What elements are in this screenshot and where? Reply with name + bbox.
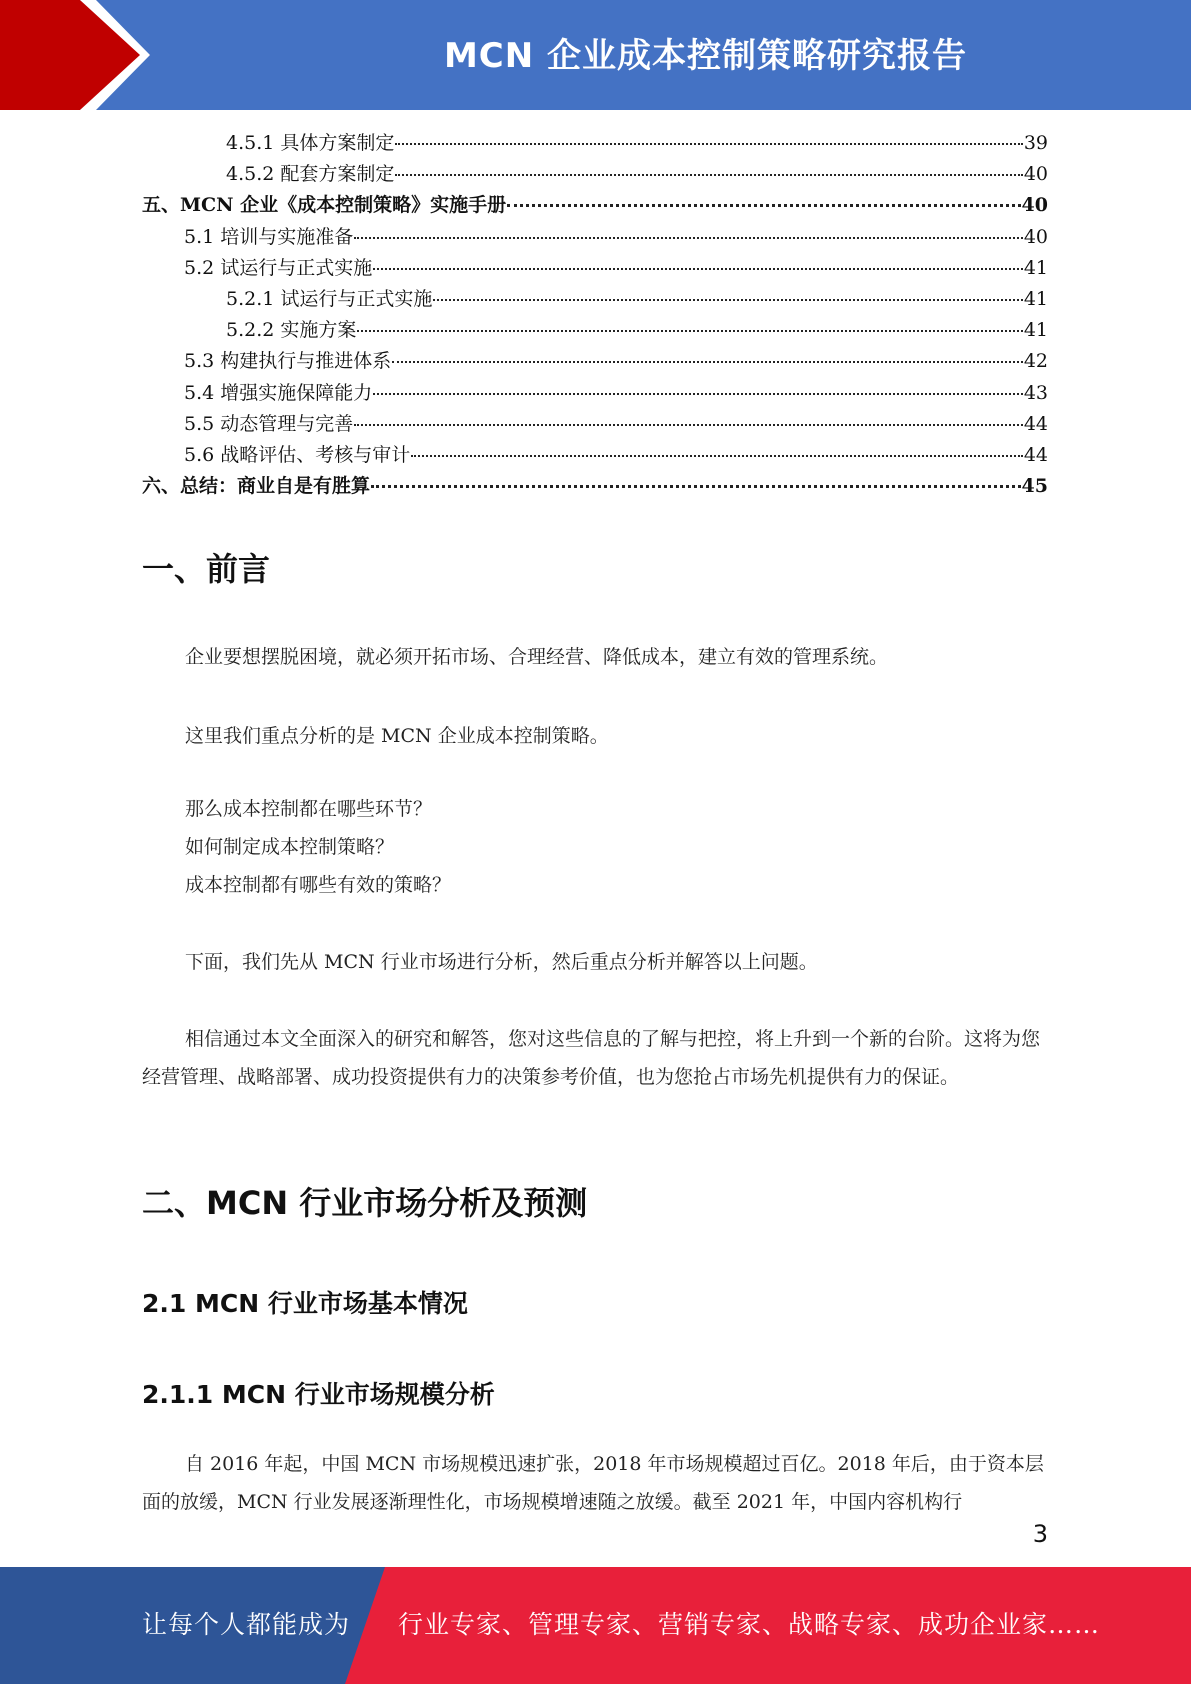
toc-entry-page: 40	[1021, 194, 1048, 217]
toc-entry-title: 4.5.2 配套方案制定	[226, 163, 395, 186]
toc-entry-title: 5.5 动态管理与完善	[184, 412, 354, 435]
toc-entry[interactable]	[142, 222, 1048, 253]
toc-entry[interactable]	[142, 378, 1048, 409]
question-line: 如何制定成本控制策略？	[185, 836, 395, 858]
toc-entry-title: 5.1 培训与实施准备	[184, 225, 354, 248]
paragraph: 这里我们重点分析的是 MCN 企业成本控制策略。	[185, 725, 609, 747]
toc-dot-leader	[392, 361, 1023, 363]
toc-entry-page: 40	[1023, 163, 1048, 186]
page-number: 3	[1032, 1520, 1048, 1548]
toc-entry-page: 41	[1023, 319, 1048, 342]
toc-entry[interactable]	[142, 471, 1048, 502]
header-title: MCN 企业成本控制策略研究报告	[443, 36, 968, 76]
toc-entry-title: 5.2.2 实施方案	[226, 319, 357, 342]
paragraph: 相信通过本文全面深入的研究和解答，您对这些信息的了解与把控，将上升到一个新的台阶。这将为您经营管理、战略部署、成功投资提供有力的决策参考价值，也为您抢占市场先机提供有力的保证。	[142, 1028, 1041, 1088]
toc-entry[interactable]	[142, 253, 1048, 284]
toc-entry-title: 5.3 构建执行与推进体系	[184, 350, 392, 373]
toc-entry[interactable]	[142, 284, 1048, 315]
subsection-heading: 2.1.1 MCN 行业市场规模分析	[142, 1380, 495, 1409]
footer-banner	[0, 1567, 1191, 1684]
question-line: 那么成本控制都在哪些环节？	[185, 798, 433, 820]
question-line: 成本控制都有哪些有效的策略？	[185, 874, 452, 896]
toc-entry[interactable]	[142, 409, 1048, 440]
toc-dot-leader	[411, 455, 1023, 457]
toc-entry-title: 五、MCN 企业《成本控制策略》实施手册	[142, 194, 507, 217]
toc-entry-page: 40	[1023, 225, 1048, 248]
toc-entry[interactable]	[142, 440, 1048, 471]
toc-entry-page: 39	[1023, 132, 1048, 154]
toc-entry[interactable]	[142, 315, 1048, 346]
toc-entry-page: 43	[1023, 381, 1048, 404]
table-of-contents	[142, 128, 1048, 502]
toc-entry-title: 5.4 增强实施保障能力	[184, 381, 373, 404]
toc-dot-leader	[354, 424, 1023, 426]
toc-dot-leader	[507, 204, 1020, 207]
toc-entry[interactable]	[142, 346, 1048, 377]
toc-entry[interactable]	[142, 159, 1048, 190]
toc-entry-page: 44	[1023, 443, 1048, 466]
toc-entry-title: 5.2.1 试运行与正式实施	[226, 287, 433, 310]
footer-slogan-right: 行业专家、管理专家、营销专家、战略专家、成功企业家……	[398, 1610, 1101, 1639]
toc-entry-title: 4.5.1 具体方案制定	[226, 132, 395, 154]
toc-entry-page: 41	[1023, 287, 1048, 310]
toc-entry-page: 45	[1021, 475, 1048, 498]
toc-dot-leader	[373, 268, 1023, 270]
header-banner	[0, 0, 1191, 110]
toc-entry[interactable]	[142, 190, 1048, 221]
paragraph: 企业要想摆脱困境，就必须开拓市场、合理经营、降低成本，建立有效的管理系统。	[185, 646, 889, 668]
toc-entry-page: 42	[1023, 350, 1048, 373]
toc-entry-page: 44	[1023, 412, 1048, 435]
subsection-heading: 2.1 MCN 行业市场基本情况	[142, 1289, 468, 1318]
toc-dot-leader	[373, 393, 1023, 395]
toc-dot-leader	[354, 237, 1023, 239]
section-heading-preface: 一、前言	[142, 550, 271, 588]
toc-dot-leader	[371, 485, 1021, 488]
toc-entry-title: 六、总结：商业自是有胜算	[142, 475, 371, 498]
toc-entry[interactable]	[142, 128, 1048, 159]
footer-slogan-left: 让每个人都能成为	[142, 1610, 351, 1639]
toc-entry-title: 5.6 战略评估、考核与审计	[184, 443, 411, 466]
toc-dot-leader	[395, 143, 1022, 145]
paragraph: 自 2016 年起，中国 MCN 市场规模迅速扩张，2018 年市场规模超过百亿。2018 年后，由于资本层面的放缓，MCN 行业发展逐渐理性化，市场规模增速随之放缓。截至 2021 年，中国内容机构行	[142, 1453, 1044, 1513]
paragraph: 下面，我们先从 MCN 行业市场进行分析，然后重点分析并解答以上问题。	[185, 951, 818, 973]
toc-dot-leader	[357, 330, 1022, 332]
toc-dot-leader	[395, 174, 1022, 176]
toc-entry-title: 5.2 试运行与正式实施	[184, 256, 373, 279]
toc-dot-leader	[433, 299, 1022, 301]
toc-entry-page: 41	[1023, 256, 1048, 279]
section-heading-market: 二、MCN 行业市场分析及预测	[142, 1184, 588, 1222]
